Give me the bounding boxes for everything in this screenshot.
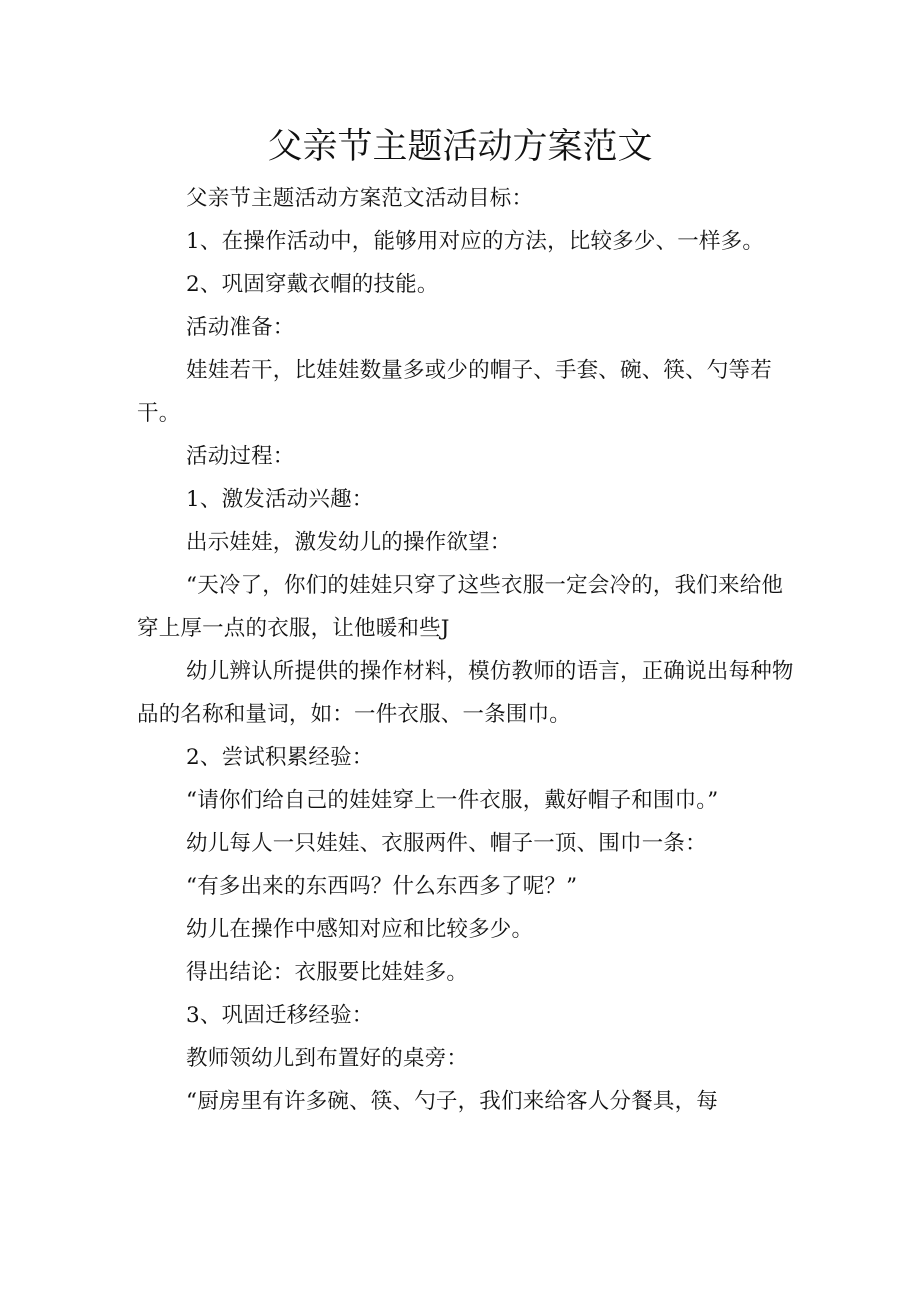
paragraph: “厨房里有许多碗、筷、勺子，我们来给客人分餐具，每 xyxy=(186,1089,718,1114)
paragraph: 幼儿辨认所提供的操作材料，模仿教师的语言，正确说出每种物品的名称和量词，如：一件衣服、一条围巾。 xyxy=(137,659,794,727)
paragraph: 教师领幼儿到布置好的桌旁： xyxy=(186,1046,469,1071)
paragraph: 父亲节主题活动方案范文活动目标： xyxy=(186,186,534,211)
paragraph: 出示娃娃，激发幼儿的操作欲望： xyxy=(186,530,512,555)
paragraph: “天冷了，你们的娃娃只穿了这些衣服一定会冷的，我们来给他穿上厚一点的衣服，让他暖和些J xyxy=(137,573,784,641)
paragraph: 1、在操作活动中，能够用对应的方法，比较多少、一样多。 xyxy=(186,229,765,254)
paragraph: 活动过程： xyxy=(186,444,295,469)
paragraph: 3、巩固迁移经验： xyxy=(186,1003,374,1028)
paragraph: “请你们给自己的娃娃穿上一件衣服，戴好帽子和围巾。” xyxy=(186,788,719,813)
paragraph: “有多出来的东西吗？什么东西多了呢？” xyxy=(186,874,578,899)
document-title: 父亲节主题活动方案范文 xyxy=(267,127,653,167)
paragraph: 得出结论：衣服要比娃娃多。 xyxy=(186,960,469,985)
paragraph: 娃娃若干，比娃娃数量多或少的帽子、手套、碗、筷、勺等若干。 xyxy=(137,358,772,426)
paragraph: 2、尝试积累经验： xyxy=(186,745,374,770)
paragraph: 幼儿在操作中感知对应和比较多少。 xyxy=(186,917,534,942)
paragraph: 1、激发活动兴趣： xyxy=(186,487,374,512)
paragraph: 幼儿每人一只娃娃、衣服两件、帽子一顶、围巾一条： xyxy=(186,831,707,856)
paragraph: 2、巩固穿戴衣帽的技能。 xyxy=(186,272,439,297)
paragraph: 活动准备： xyxy=(186,315,295,340)
